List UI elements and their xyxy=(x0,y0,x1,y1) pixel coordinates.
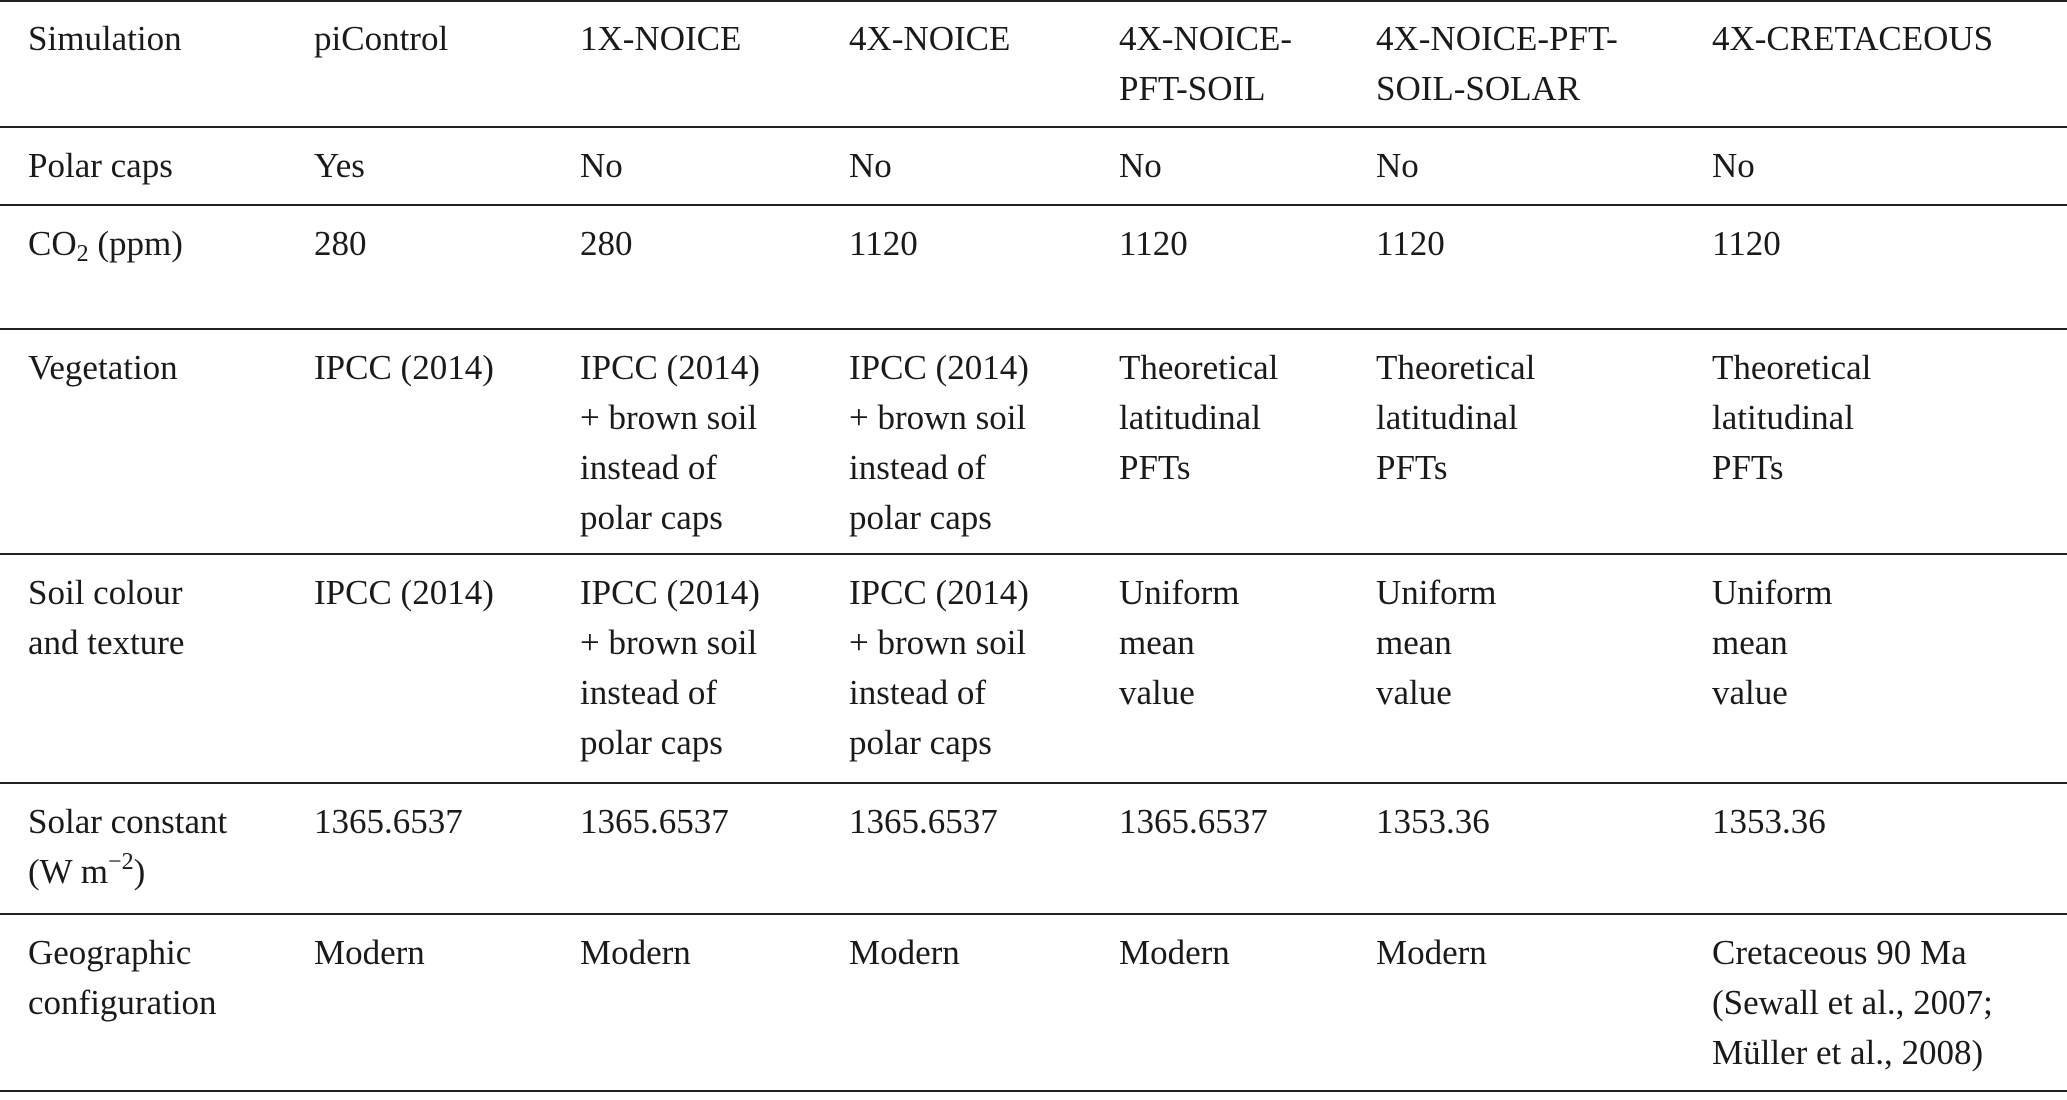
table-cell: IPCC (2014) + brown soil instead of polar caps xyxy=(849,348,1029,537)
table-cell: Modern xyxy=(314,933,425,972)
header-picontrol: piControl xyxy=(314,19,449,58)
table-cell: 1120 xyxy=(1712,224,1781,263)
table-cell: 1365.6537 xyxy=(849,802,998,841)
header-4x-noice-pft-soil: 4X-NOICE- PFT-SOIL xyxy=(1119,19,1293,108)
table-cell: No xyxy=(580,146,623,185)
table-cell: Cretaceous 90 Ma (Sewall et al., 2007; Müller et al., 2008) xyxy=(1712,933,1993,1072)
table-cell: Modern xyxy=(580,933,691,972)
table-cell: 1120 xyxy=(849,224,918,263)
table-cell: IPCC (2014) xyxy=(314,573,494,612)
table-cell: 1120 xyxy=(1119,224,1188,263)
header-1x-noice: 1X-NOICE xyxy=(580,19,742,58)
co2-label-suffix: (ppm) xyxy=(88,224,183,263)
table-cell: Modern xyxy=(1376,933,1487,972)
table-cell: Uniform mean value xyxy=(1712,573,1833,712)
solar-label-suffix: ) xyxy=(133,852,146,891)
co2-label-prefix: CO xyxy=(28,224,77,263)
solar-label-prefix: (W m xyxy=(28,852,109,891)
table-cell: IPCC (2014) + brown soil instead of polar caps xyxy=(580,573,760,762)
table-cell: 1353.36 xyxy=(1712,802,1826,841)
table-cell: 1365.6537 xyxy=(580,802,729,841)
table-cell: 1353.36 xyxy=(1376,802,1490,841)
row-label-polar-caps: Polar caps xyxy=(28,146,173,185)
table-cell: 1365.6537 xyxy=(1119,802,1268,841)
table-cell: Modern xyxy=(849,933,960,972)
table-row-solar-constant xyxy=(0,783,2067,914)
row-label-geographic: Geographic configuration xyxy=(28,933,217,1022)
table-cell: IPCC (2014) + brown soil instead of polar caps xyxy=(849,573,1029,762)
header-row xyxy=(0,1,2067,127)
header-4x-noice-pft-soil-solar: 4X-NOICE-PFT- SOIL-SOLAR xyxy=(1376,19,1618,108)
co2-label-subscript: 2 xyxy=(76,241,89,267)
row-label-vegetation: Vegetation xyxy=(28,348,178,387)
table-row-geographic xyxy=(0,914,2067,1091)
table-row-vegetation xyxy=(0,329,2067,554)
table-cell: 1365.6537 xyxy=(314,802,463,841)
table-cell: Modern xyxy=(1119,933,1230,972)
table-cell: Theoretical latitudinal PFTs xyxy=(1712,348,1872,487)
table-cell: No xyxy=(1712,146,1755,185)
table-cell: No xyxy=(1376,146,1419,185)
solar-label-line1: Solar constant xyxy=(28,802,228,841)
row-label-co2 xyxy=(0,205,286,329)
table-cell: No xyxy=(849,146,892,185)
table-row-soil xyxy=(0,554,2067,783)
table-row-polar-caps xyxy=(0,127,2067,205)
table-row-co2 xyxy=(0,205,2067,329)
row-label-solar-constant xyxy=(0,783,286,914)
row-label-soil: Soil colour and texture xyxy=(28,573,185,662)
table-cell: Yes xyxy=(314,146,365,185)
table-cell: Uniform mean value xyxy=(1119,573,1240,712)
table-cell: Theoretical latitudinal PFTs xyxy=(1119,348,1279,487)
table-cell: IPCC (2014) xyxy=(314,348,494,387)
table-cell: 1120 xyxy=(1376,224,1445,263)
solar-label-superscript: −2 xyxy=(108,849,134,875)
table-cell: IPCC (2014) + brown soil instead of polar caps xyxy=(580,348,760,537)
table-cell: Theoretical latitudinal PFTs xyxy=(1376,348,1536,487)
header-simulation: Simulation xyxy=(28,19,182,58)
header-4x-noice: 4X-NOICE xyxy=(849,19,1011,58)
header-4x-cretaceous: 4X-CRETACEOUS xyxy=(1712,19,1994,58)
table-cell: 280 xyxy=(580,224,633,263)
table-cell: Uniform mean value xyxy=(1376,573,1497,712)
table-cell: No xyxy=(1119,146,1162,185)
table-cell: 280 xyxy=(314,224,367,263)
